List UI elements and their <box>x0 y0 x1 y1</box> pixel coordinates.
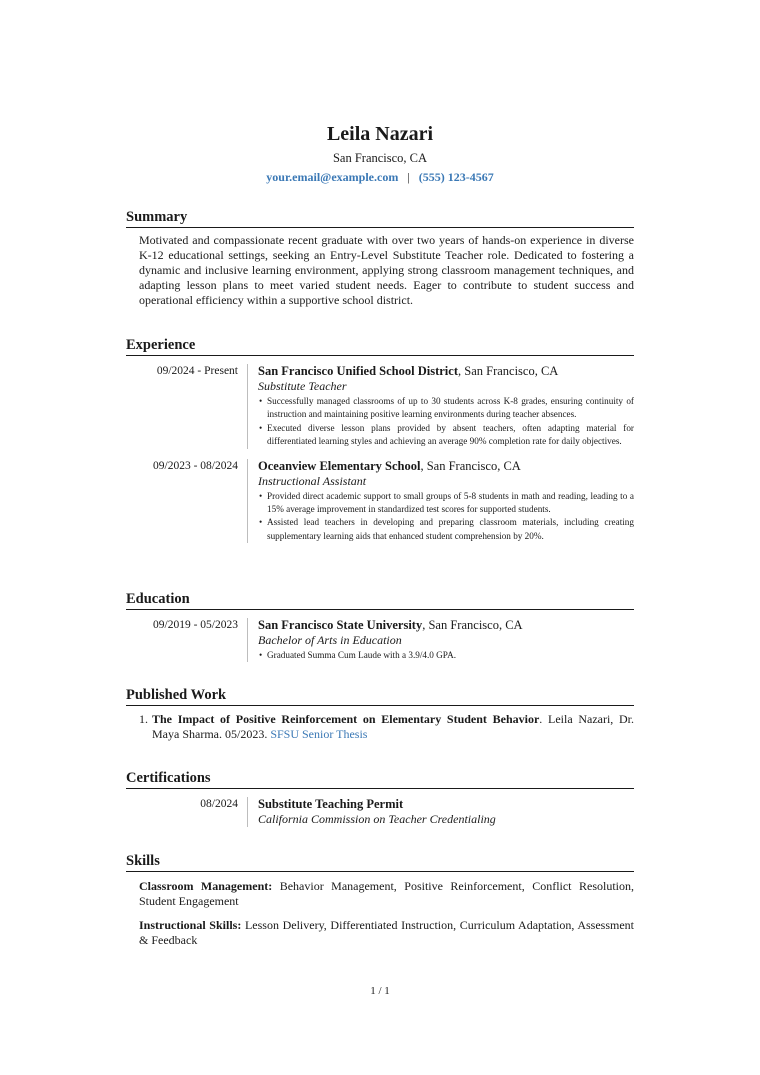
bullet-item: • Provided direct academic support to small groups of 5-8 students in math and reading, leading to a 15% average improvement in standardized test scores for supported students. <box>258 490 634 517</box>
entry-content <box>247 459 634 544</box>
skill-label: Classroom Management: <box>139 879 273 893</box>
entry-org-line <box>258 618 634 633</box>
candidate-name: Leila Nazari <box>326 123 434 145</box>
resume-header <box>126 122 634 185</box>
bullet-item: • Assisted lead teachers in developing and preparing classroom materials, including creating supplementary learning aids that enhanced student comprehension by 20%. <box>258 516 634 543</box>
entry-role: Substitute Teacher <box>258 379 347 393</box>
education-heading: Education <box>126 590 634 610</box>
education-section <box>126 590 634 662</box>
skill-text: Behavior Management, Positive Reinforcement, Conflict Resolution, Student Engagement <box>139 879 634 908</box>
skills-section <box>126 852 634 948</box>
contact-line <box>126 169 634 185</box>
publication-item <box>126 712 634 742</box>
publication-link[interactable]: SFSU Senior Thesis <box>270 727 368 741</box>
skill-item <box>126 879 634 909</box>
entry-content <box>247 364 634 449</box>
summary-heading: Summary <box>126 208 634 228</box>
entry-location: , San Francisco, CA <box>422 618 523 632</box>
entry-role: Instructional Assistant <box>258 473 367 488</box>
experience-entry <box>126 364 634 449</box>
entry-date: 09/2023 - 08/2024 <box>153 459 238 472</box>
entry-role: Bachelor of Arts in Education <box>258 633 402 647</box>
skills-heading: Skills <box>126 852 634 872</box>
entry-location: , San Francisco, CA <box>458 364 559 378</box>
certification-name-line <box>258 797 634 812</box>
experience-heading: Experience <box>126 336 634 356</box>
candidate-location: San Francisco, CA <box>332 151 428 165</box>
entry-content <box>247 618 634 662</box>
published-heading: Published Work <box>126 686 634 706</box>
entry-location: , San Francisco, CA <box>420 458 521 473</box>
certifications-heading: Certifications <box>126 769 634 789</box>
entry-org: San Francisco State University <box>258 618 423 632</box>
certification-issuer: California Commission on Teacher Credentialing <box>258 812 496 826</box>
page-number: 1 / 1 <box>370 985 390 997</box>
certification-entry <box>126 797 634 827</box>
skill-label: Instructional Skills: <box>139 918 242 932</box>
certifications-section <box>126 769 634 827</box>
bullet-item: • Executed diverse lesson plans provided by absent teachers, often adapting material for differentiated learning styles and achieving an average 90% completion rate for daily objectives. <box>258 422 634 449</box>
bullet-item: • Successfully managed classrooms of up to 30 students across K-8 grades, ensuring continuity of instruction and maintaining positive learning environments during teacher absences. <box>258 395 634 422</box>
education-entry <box>126 618 634 662</box>
entry-date: 09/2019 - 05/2023 <box>153 619 238 631</box>
email-link[interactable]: your.email@example.com <box>266 170 399 184</box>
publication-details: . Leila Nazari, Dr. Maya Sharma. 05/2023. <box>152 712 635 741</box>
entry-org: Oceanview Elementary School <box>258 458 421 473</box>
entry-org-line <box>258 459 634 474</box>
skill-text: Lesson Delivery, Differentiated Instruction, Curriculum Adaptation, Assessment & Feedback <box>139 918 634 947</box>
phone-link[interactable]: (555) 123-4567 <box>418 170 494 184</box>
entry-org: San Francisco Unified School District <box>258 364 458 378</box>
summary-section <box>126 208 634 308</box>
experience-entry <box>126 459 634 544</box>
entry-org-line <box>258 364 634 379</box>
publication-number: 1. <box>139 712 148 726</box>
entry-bullets <box>258 649 634 662</box>
skill-item <box>126 918 634 948</box>
entry-bullets <box>258 395 634 449</box>
experience-section <box>126 336 634 543</box>
entry-content <box>247 797 634 827</box>
publication-text <box>152 712 634 742</box>
entry-date: 08/2024 <box>200 798 238 810</box>
publication-title: The Impact of Positive Reinforcement on Elementary Student Behavior <box>152 712 540 726</box>
entry-bullets <box>258 490 634 544</box>
bullet-item: • Graduated Summa Cum Laude with a 3.9/4.0 GPA. <box>258 649 634 662</box>
published-section <box>126 686 634 742</box>
entry-date: 09/2024 - Present <box>156 365 238 377</box>
contact-separator: | <box>407 170 410 184</box>
summary-text: Motivated and compassionate recent graduate with over two years of hands-on experience in diverse K-12 educational settings, seeking an Entry-Level Substitute Teacher role. Dedicated to fostering a dynamic and inclusive learning environment, applying strong classroom management techniques, and adapting lesson plans to meet varied student needs. Eager to contribute to student success and operational efficiency within a supportive school district. <box>139 233 634 307</box>
certification-name: Substitute Teaching Permit <box>258 797 404 811</box>
